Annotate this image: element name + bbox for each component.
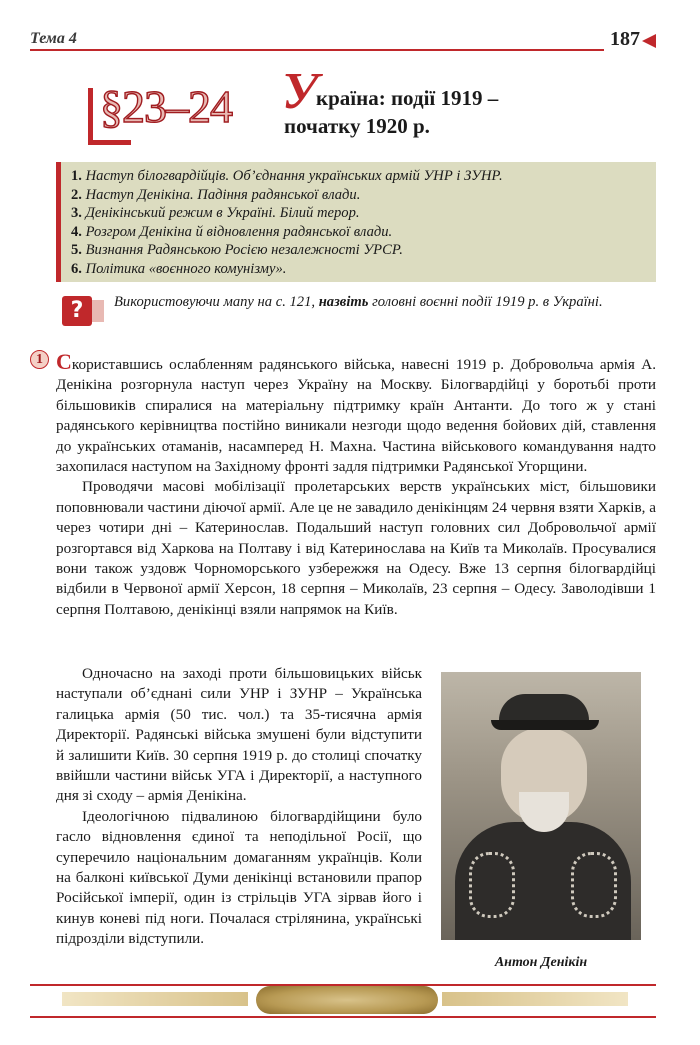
plan-item: 2. Наступ Денікіна. Падіння радянської влади.: [71, 186, 361, 203]
question-text: Використовуючи мапу на с. 121, назвіть головні воєнні події 1919 р. в Україні.: [114, 294, 603, 310]
portrait-visor: [491, 720, 599, 730]
page-number: 187: [610, 28, 640, 50]
plan-item: 6. Політика «воєнного комунізму».: [71, 260, 287, 277]
title-line-2: початку 1920 р.: [284, 114, 430, 138]
drop-cap: С: [56, 349, 72, 374]
section-number: §23–24: [100, 81, 232, 132]
paragraph: Проводячи масові мобілізації пролетарських верств українських міст, більшовики поповнювали частини діючої армії. Але це не завадило денікінцям 24 червня взяти Харків, а через чотири дні – Катеринослав. Подальший наступ головних сил Добровольчої армії розгортався від Харкова на Полтаву і від Катеринослава на Київ та Миколаїв. Просувалися вони також уздовж Чорноморського узбережжя на Одесу. Вже 13 серпня білогвардійці відбили в Червоної армії Херсон, 18 серпня – Миколаїв, 23 серпня – Одесу. Заволодівши 1 серпня Полтавою, денікінці взяли напрямок на Київ.: [56, 478, 657, 618]
lesson-plan-box: [56, 162, 656, 282]
page-header: [30, 28, 656, 52]
body-text-side: [56, 664, 422, 950]
page-corner-ornament: [642, 34, 656, 48]
footer-ornament-center: [256, 986, 438, 1014]
title-line-1: країна: події 1919 –: [316, 86, 499, 110]
footer-ornament-left: [62, 992, 248, 1006]
topic-label: Тема 4: [30, 30, 77, 47]
question-icon-tab: [92, 300, 104, 322]
plan-item: 4. Розгром Денікіна й відновлення радянської влади.: [71, 223, 393, 240]
plan-item: 3. Денікінський режим в Україні. Білий терор.: [71, 205, 360, 222]
section-marker-icon: 1: [30, 350, 49, 369]
paragraph: Одночасно на заході проти більшовицьких військ наступали об’єднані сили УНР і ЗУНР – Українська галицька армія (50 тис. чол.) та 35-тисячна армія Директорії. Радянські війська змушені були відступити й залишити Київ. 30 серпня 1919 р. до столиці спочатку ввійшли частини військ УГА і Директорії, а наступного дня зі сходу – армія Денікіна.: [56, 665, 422, 805]
question-icon: ?: [62, 296, 92, 326]
title-initial-letter: У: [282, 63, 319, 120]
portrait-braid: [571, 852, 617, 918]
denikin-portrait-image: [441, 672, 641, 940]
header-rule: [30, 49, 604, 51]
photo-caption: Антон Денікін: [494, 955, 588, 970]
portrait-braid: [469, 852, 515, 918]
body-text-top: [56, 349, 657, 620]
paragraph: Скориставшись ослабленням радянського війська, навесні 1919 р. Добровольча армія А. Денікіна розгорнула наступ через Україну на Москву. Білогвардійці у боротьбі проти більшовиків спиралися на матеріальну підтримку країн Антанти. До того ж у стані радянського керівництва постійно виникали незгоди щодо ведення бойових дій, ставлення до українських отаманів, насамперед Н. Махна. Частина військового командування надто захопилася наступом на Західному фронті задля підтримки Радянської Угорщини.: [56, 349, 656, 476]
footer-ornament-right: [442, 992, 628, 1006]
paragraph: Ідеологічною підвалиною білогвардійщини було гасло відновлення єдиної та неподільної Росії, що суперечило національним домаганням українців. Коли на балконі київської Думи денікінці встановили прапор Російської імперії, один із стрільців УГА зірвав його і кинув коневі під ноги. Почалася стрілянина, українські підрозділи відступили.: [56, 807, 422, 948]
footer-rule-bottom: [30, 1016, 656, 1018]
plan-item: 1. Наступ білогвардійців. Об’єднання українських армій УНР і ЗУНР.: [71, 168, 503, 184]
plan-item: 5. Визнання Радянською Росією незалежності УРСР.: [71, 242, 403, 259]
